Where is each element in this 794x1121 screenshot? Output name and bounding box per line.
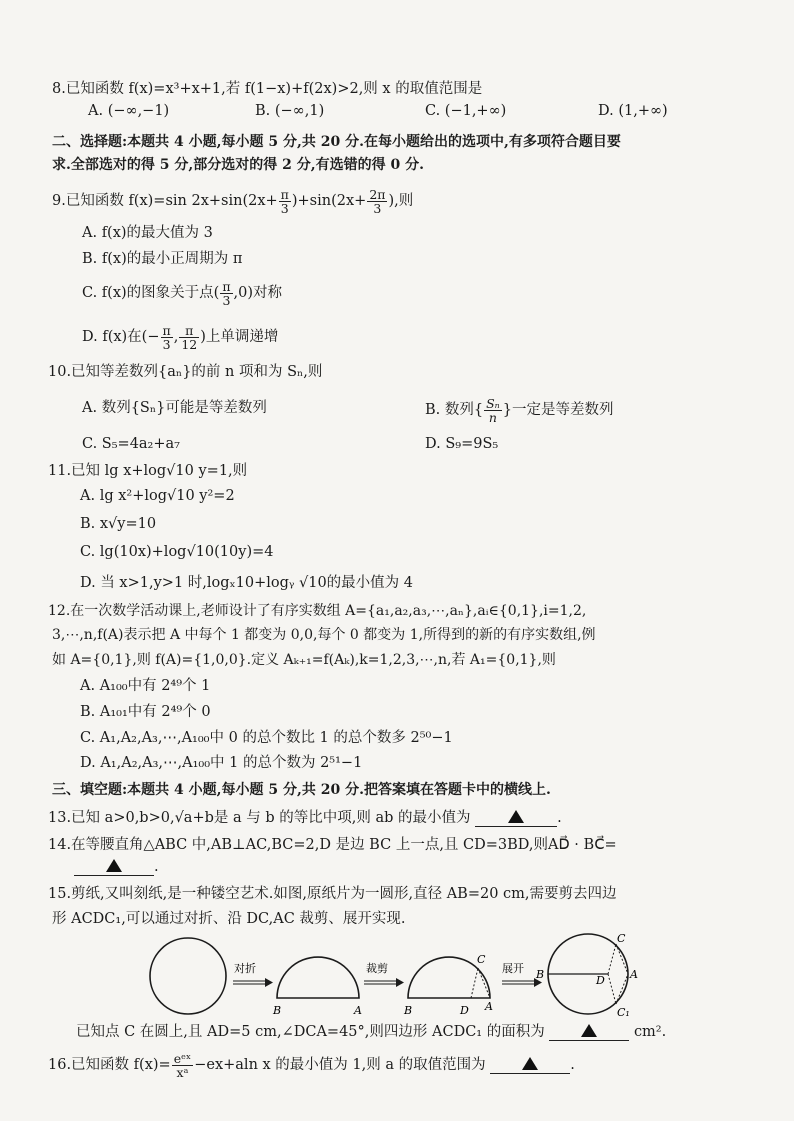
q15-answer-blank[interactable]: [549, 1024, 629, 1041]
arrow-cut-head: [396, 978, 404, 987]
label-b-3: B: [536, 968, 545, 981]
q8-option-b: B. (−∞,1): [255, 103, 325, 119]
q15-line1: 15.剪纸,又叫刻纸,是一种镂空艺术.如图,原纸片为一圆形,直径 AB=20 cm,需要剪去四边: [48, 886, 617, 902]
original-circle: [150, 938, 226, 1014]
label-c-3: C: [617, 932, 626, 945]
label-b-1: B: [273, 1004, 282, 1017]
q8-option-d: D. (1,+∞): [598, 103, 668, 119]
label-a-1: A: [354, 1004, 362, 1017]
q9-frac-1: $\frac{\pi}{3}$: [280, 186, 289, 216]
q10-option-b: B. 数列{ $\frac{\text{Sₙ}}{n}$ }一定是等差数列: [425, 395, 614, 425]
q9-option-b: B. f(x)的最小正周期为 π: [82, 251, 243, 267]
label-fold: 对折: [234, 962, 256, 975]
triangle-icon: [522, 1057, 538, 1070]
section2-heading-line1: 二、选择题:本题共 4 小题,每小题 5 分,共 20 分.在每小题给出的选项中,有多项符合题目要: [52, 134, 621, 150]
label-a-3: A: [630, 968, 638, 981]
section2-heading-line2: 求.全部选对的得 5 分,部分选对的得 2 分,有选错的得 0 分.: [52, 157, 424, 173]
q9-option-a: A. f(x)的最大值为 3: [82, 225, 213, 241]
q9-optc-frac: $\frac{\pi}{3}$: [222, 278, 231, 308]
section3-heading: 三、填空题:本题共 4 小题,每小题 5 分,共 20 分.把答案填在答题卡中的横线上.: [52, 782, 551, 798]
folded-semicircle: [277, 957, 359, 998]
q10-optb-frac: $\frac{\text{Sₙ}}{n}$: [486, 395, 500, 425]
q9-stem-mid: )+sin(2x+: [291, 193, 367, 209]
q12-option-d: D. A₁,A₂,A₃,⋯,A₁₀₀中 1 的总个数为 2⁵¹−1: [80, 755, 363, 771]
q9-stem-post: ),则: [388, 193, 414, 209]
label-d-2: D: [460, 1004, 469, 1017]
q10-stem: 10.已知等差数列{aₙ}的前 n 项和为 Sₙ,则: [48, 364, 323, 380]
q8-stem: 8.已知函数 f(x)=x³+x+1,若 f(1−x)+f(2x)>2,则 x 的取值范围是: [52, 81, 483, 97]
q12-line1: 12.在一次数学活动课上,老师设计了有序实数组 A={a₁,a₂,a₃,⋯,aₙ},aᵢ∈{0,1},i=1,2,: [48, 603, 587, 619]
q9-optd-frac-2: $\frac{\pi}{12}$: [181, 322, 198, 352]
label-unfold: 展开: [502, 962, 524, 975]
q12-line2: 3,⋯,n,f(A)表示把 A 中每个 1 都变为 0,0,每个 0 都变为 1,所得到的新的有序实数组,例: [52, 627, 596, 643]
unfold-ca: [616, 944, 628, 974]
triangle-icon: [581, 1024, 597, 1037]
q12-line3: 如 A={0,1},则 f(A)={1,0,0}.定义 Aₖ₊₁=f(Aₖ),k=1,2,3,⋯,n,若 A₁={0,1},则: [52, 652, 556, 668]
q11-option-c: C. lg(10x)+log√10(10y)=4: [80, 544, 274, 560]
q9-option-c: C. f(x)的图象关于点( $\frac{\pi}{3}$ ,0)对称: [82, 278, 283, 308]
unfold-c1a: [616, 974, 628, 1004]
q9-stem-pre: 9.已知函数 f(x)=sin 2x+sin(2x+: [52, 193, 278, 209]
q14-line1: 14.在等腰直角△ABC 中,AB⊥AC,BC=2,D 是边 BC 上一点,且 CD=3BD,则AD⃗ · BC⃗=: [48, 837, 617, 853]
q9-frac-2: $\frac{2\pi}{3}$: [369, 186, 386, 216]
q15-line2: 形 ACDC₁,可以通过对折、沿 DC,AC 裁剪、展开实现.: [52, 911, 406, 927]
arrow-fold-head: [265, 978, 273, 987]
q12-option-c: C. A₁,A₂,A₃,⋯,A₁₀₀中 0 的总个数比 1 的总个数多 2⁵⁰−1: [80, 730, 453, 746]
q13-answer-blank[interactable]: [475, 810, 557, 827]
q11-option-b: B. x√y=10: [80, 516, 157, 532]
q14-answer-blank[interactable]: [74, 859, 154, 876]
q10-option-c: C. S₅=4a₂+a₇: [82, 436, 180, 452]
unfold-dc: [608, 944, 616, 974]
label-a-2: A: [485, 1000, 493, 1013]
q12-option-b: B. A₁₀₁中有 2⁴⁹个 0: [80, 704, 211, 720]
q10-option-a: A. 数列{Sₙ}可能是等差数列: [82, 400, 267, 416]
q12-option-a: A. A₁₀₀中有 2⁴⁹个 1: [80, 678, 211, 694]
q16-answer-blank[interactable]: [490, 1057, 570, 1074]
label-cut: 裁剪: [366, 962, 388, 975]
triangle-icon: [106, 859, 122, 872]
triangle-icon: [508, 810, 524, 823]
label-d-3: D: [596, 974, 605, 987]
q11-option-a: A. lg x²+log√10 y²=2: [80, 488, 235, 504]
q13-line: 13.已知 a>0,b>0,√a+b是 a 与 b 的等比中项,则 ab 的最小值为 .: [48, 810, 562, 826]
q13-text: 13.已知 a>0,b>0,√a+b是 a 与 b 的等比中项,则 ab 的最小值为: [48, 810, 471, 826]
unfold-dc1: [608, 974, 616, 1004]
q9-optd-frac-1: $\frac{\pi}{3}$: [162, 322, 171, 352]
q16-line: 16.已知函数 f(x)= $\frac{\text{eᵉˣ}}{\text{xᵃ}}$ −ex+aln x 的最小值为 1,则 a 的取值范围为 .: [48, 1050, 575, 1080]
label-c-2: C: [477, 953, 486, 966]
label-c1-3: C₁: [617, 1006, 630, 1018]
q9-stem: [52, 186, 413, 216]
q9-option-d: D. f(x)在(− $\frac{\pi}{3}$ , $\frac{\pi}{12}$ )上单调递增: [82, 322, 279, 352]
q8-option-a: A. (−∞,−1): [88, 103, 170, 119]
q11-option-d: D. 当 x>1,y>1 时,logₓ10+logᵧ √10的最小值为 4: [80, 575, 414, 591]
q8-option-c: C. (−1,+∞): [425, 103, 507, 119]
q15-line3: 已知点 C 在圆上,且 AD=5 cm,∠DCA=45°,则四边形 ACDC₁ 的面积为 cm².: [76, 1024, 667, 1040]
q16-frac: $\frac{\text{eᵉˣ}}{\text{xᵃ}}$: [173, 1050, 192, 1080]
q11-stem: 11.已知 lg x+log√10 y=1,则: [48, 463, 248, 479]
q15-figure: [140, 928, 680, 1018]
q10-option-d: D. S₉=9S₅: [425, 436, 499, 452]
cut-line-ca: [478, 968, 490, 998]
cut-line-dc: [471, 968, 478, 998]
q14-line2: .: [74, 857, 159, 877]
label-b-2: B: [404, 1004, 413, 1017]
